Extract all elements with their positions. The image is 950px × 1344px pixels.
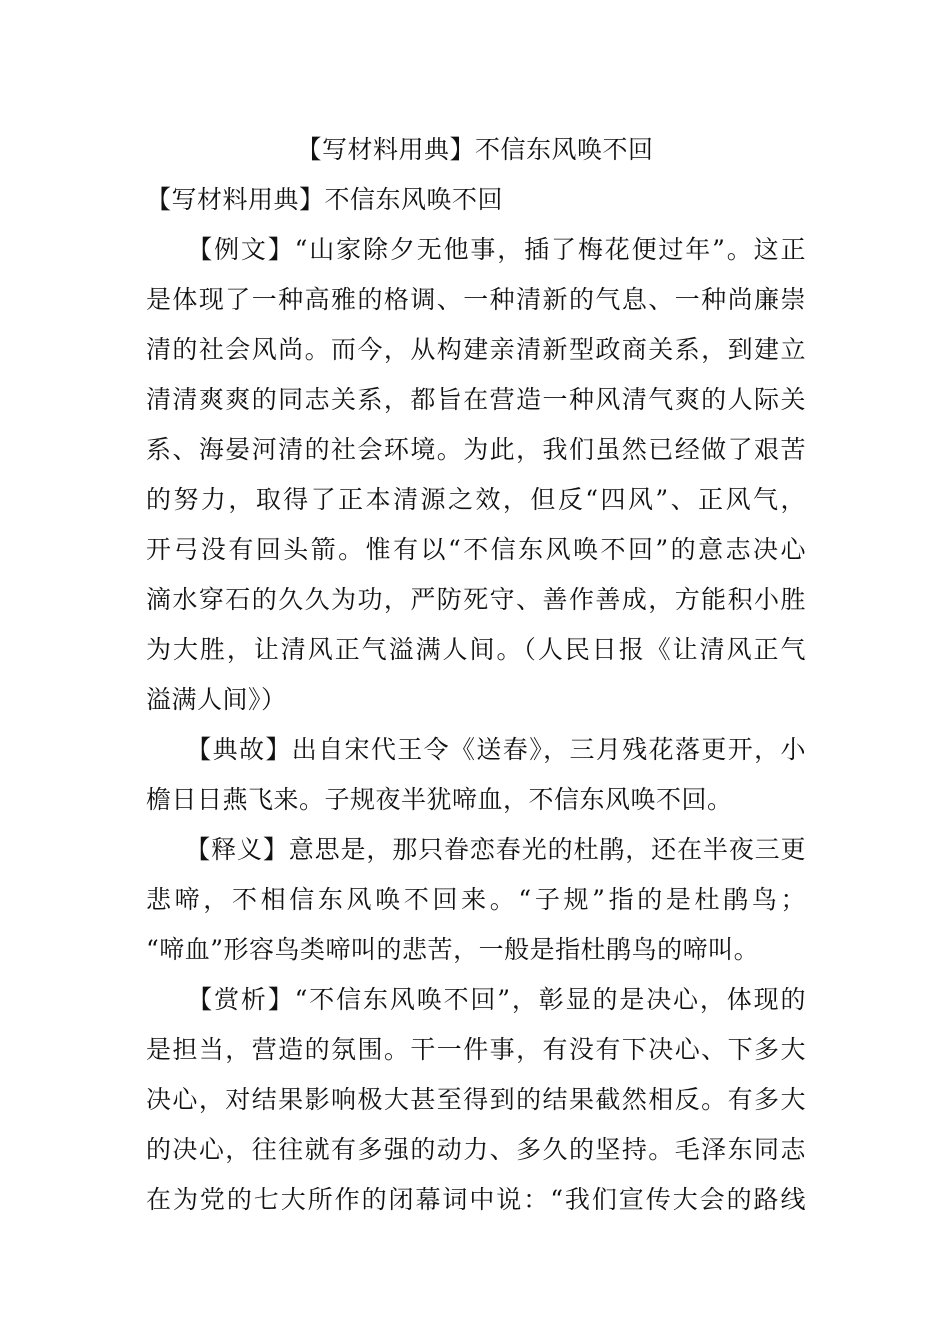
paragraph-line: 【释义】意思是，那只眷恋春光的杜鹃，还在半夜三更: [146, 835, 806, 864]
paragraph-line: 滴水穿石的久久为功，严防死守、善作善成，方能积小胜: [146, 585, 806, 614]
paragraph-line: 檐日日燕飞来。子规夜半犹啼血，不信东风唤不回。: [146, 785, 733, 814]
paragraph-line: “啼血”形容鸟类啼叫的悲苦，一般是指杜鹃鸟的啼叫。: [146, 935, 760, 964]
paragraph-line: 是体现了一种高雅的格调、一种清新的气息、一种尚廉崇: [146, 285, 806, 314]
paragraph-line: 【典故】出自宋代王令《送春》，三月残花落更开，小: [146, 735, 806, 764]
paragraph-line: 决心，对结果影响极大甚至得到的结果截然相反。有多大: [146, 1085, 806, 1114]
paragraph-line: 的决心，往往就有多强的动力、多久的坚持。毛泽东同志: [146, 1135, 806, 1164]
paragraph-line: 悲啼，不相信东风唤不回来。“子规”指的是杜鹃鸟；: [146, 885, 806, 914]
document-title: 【写材料用典】不信东风唤不回: [296, 135, 654, 164]
paragraph-line: 【例文】“山家除夕无他事，插了梅花便过年”。这正: [146, 235, 806, 264]
paragraph-line: 清的社会风尚。而今，从构建亲清新型政商关系，到建立: [146, 335, 806, 364]
paragraph-line: 系、海晏河清的社会环境。为此，我们虽然已经做了艰苦: [146, 435, 806, 464]
paragraph-line: 开弓没有回头箭。惟有以“不信东风唤不回”的意志决心: [146, 535, 806, 564]
paragraph-line: 为大胜，让清风正气溢满人间。（人民日报《让清风正气: [146, 635, 806, 664]
paragraph-line: 【赏析】“不信东风唤不回”，彰显的是决心，体现的: [146, 985, 806, 1014]
paragraph-line: 清清爽爽的同志关系，都旨在营造一种风清气爽的人际关: [146, 385, 806, 414]
paragraph-line: 是担当，营造的氛围。干一件事，有没有下决心、下多大: [146, 1035, 806, 1064]
heading-line: 【写材料用典】不信东风唤不回: [146, 185, 504, 214]
paragraph-line: 溢满人间》）: [146, 685, 287, 714]
paragraph-line: 在为党的七大所作的闭幕词中说：“我们宣传大会的路线: [146, 1185, 806, 1214]
paragraph-line: 的努力，取得了正本清源之效，但反“四风”、正风气，: [146, 485, 806, 514]
